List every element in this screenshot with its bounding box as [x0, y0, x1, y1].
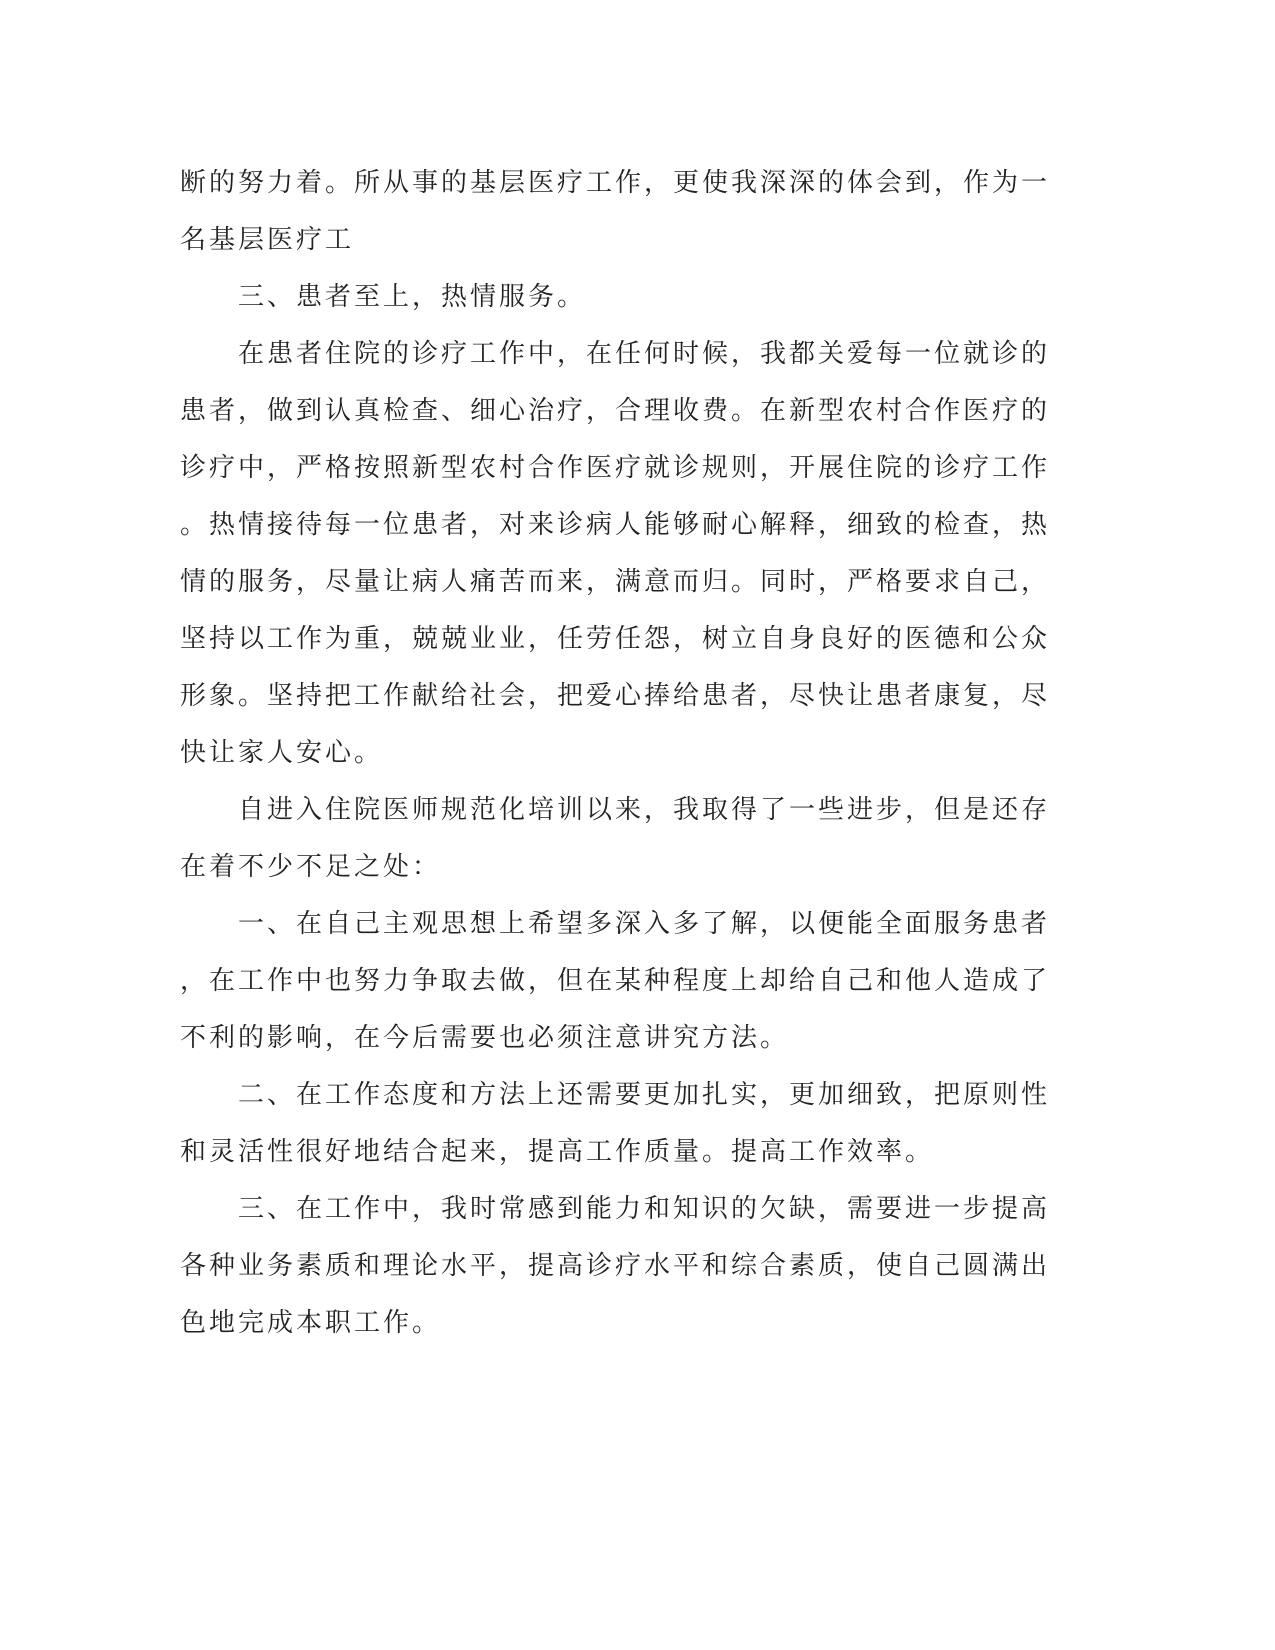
text-line: 断的努力着。所从事的基层医疗工作，更使我深深的体会到，作为一 [180, 168, 1051, 198]
text-line: 不利的影响，在今后需要也必须注意讲究方法。 [180, 1023, 790, 1053]
text-line: 和灵活性很好地结合起来，提高工作质量。提高工作效率。 [180, 1137, 935, 1167]
text-line: 各种业务素质和理论水平，提高诊疗水平和综合素质，使自己圆满出 [180, 1251, 1051, 1281]
text-line: 在着不少不足之处： [180, 852, 442, 882]
text-line: 患者，做到认真检查、细心治疗，合理收费。在新型农村合作医疗的 [180, 396, 1051, 426]
text-line: 色地完成本职工作。 [180, 1308, 442, 1338]
text-line: ，在工作中也努力争取去做，但在某种程度上却给自己和他人造成了 [180, 966, 1051, 996]
text-line: 快让家人安心。 [180, 738, 384, 768]
paragraph-6 [180, 1067, 1060, 1181]
paragraph-4 [180, 782, 1060, 896]
paragraph-2 [180, 269, 1060, 326]
text-line: 在患者住院的诊疗工作中，在任何时候，我都关爱每一位就诊的 [180, 339, 1051, 369]
text-line: 坚持以工作为重，兢兢业业，任劳任怨，树立自身良好的医德和公众 [180, 624, 1051, 654]
section-heading: 三、患者至上，热情服务。 [180, 282, 587, 312]
paragraph-7 [180, 1181, 1060, 1352]
text-line: 一、在自己主观思想上希望多深入多了解，以便能全面服务患者 [180, 909, 1051, 939]
paragraph-1 [180, 155, 1060, 269]
text-line: 二、在工作态度和方法上还需要更加扎实，更加细致，把原则性 [180, 1080, 1051, 1110]
text-line: 情的服务，尽量让病人痛苦而来，满意而归。同时，严格要求自己， [180, 567, 1051, 597]
paragraph-5 [180, 896, 1060, 1067]
text-line: 诊疗中，严格按照新型农村合作医疗就诊规则，开展住院的诊疗工作 [180, 453, 1051, 483]
text-line: 名基层医疗工 [180, 225, 355, 255]
document-body [180, 155, 1060, 1352]
text-line: 。热情接待每一位患者，对来诊病人能够耐心解释，细致的检查，热 [180, 510, 1051, 540]
paragraph-3 [180, 326, 1060, 782]
text-line: 三、在工作中，我时常感到能力和知识的欠缺，需要进一步提高 [180, 1194, 1051, 1224]
text-line: 形象。坚持把工作献给社会，把爱心捧给患者，尽快让患者康复，尽 [180, 681, 1051, 711]
text-line: 自进入住院医师规范化培训以来，我取得了一些进步，但是还存 [180, 795, 1051, 825]
